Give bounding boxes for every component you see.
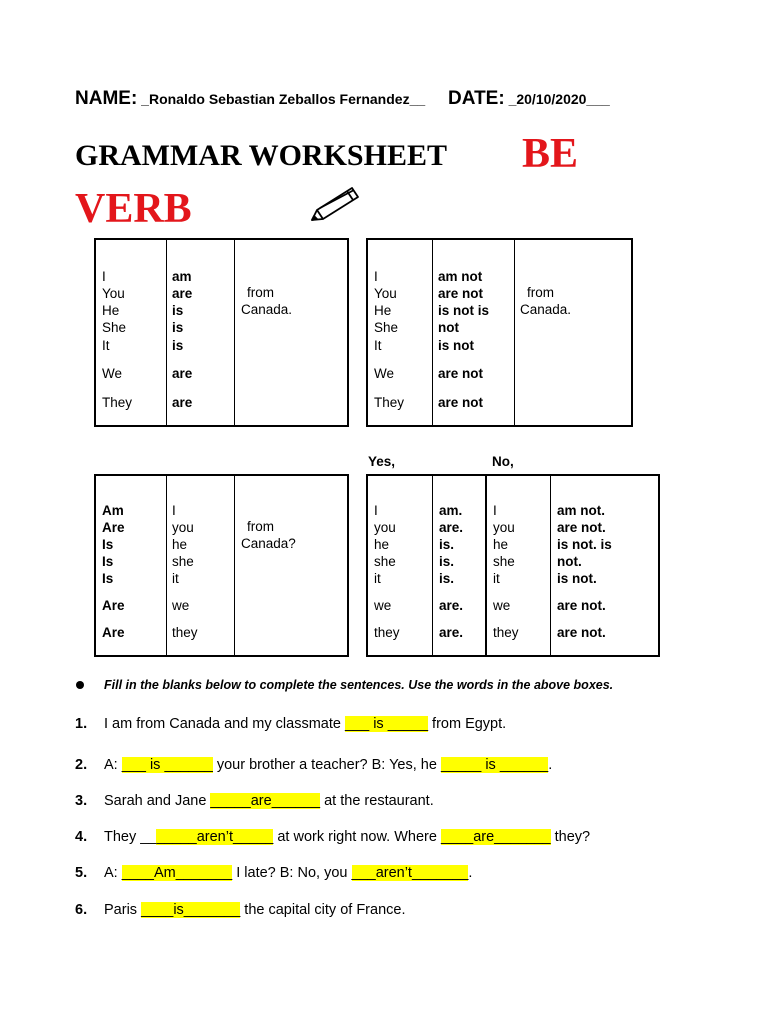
pronoun: it	[374, 571, 381, 586]
title-verb: VERB	[75, 186, 192, 232]
question-number: 2.	[75, 757, 88, 773]
question-item	[75, 716, 506, 732]
complement: Canada?	[241, 536, 296, 551]
header-line	[75, 88, 610, 110]
table-negative	[366, 238, 633, 427]
pronoun: she	[493, 554, 515, 569]
title-be: BE	[522, 131, 579, 177]
pronoun: She	[374, 320, 399, 335]
question-text: .	[548, 757, 553, 773]
question-text: .	[468, 865, 473, 881]
verb: is.	[439, 537, 455, 552]
verb: are	[172, 286, 193, 301]
table-questions	[94, 474, 349, 657]
pronoun: she	[374, 554, 396, 569]
pronoun: It	[102, 338, 110, 353]
pronoun: they	[172, 625, 198, 640]
date-value: _20/10/2020___	[504, 91, 610, 107]
pronoun: he	[493, 537, 509, 552]
answer-blank[interactable]: _____are______	[210, 793, 321, 809]
question-number: 3.	[75, 793, 88, 809]
pronoun: you	[493, 520, 515, 535]
question-text: I am from Canada and my classmate	[104, 716, 345, 732]
verb: are not.	[557, 598, 606, 613]
verb: is	[172, 338, 184, 353]
page-title: GRAMMAR WORKSHEET	[75, 139, 447, 172]
pronoun: They	[374, 395, 405, 410]
pronoun: It	[374, 338, 382, 353]
answer-blank[interactable]: ____is_______	[141, 902, 241, 918]
pronoun: I	[102, 269, 106, 284]
question-item	[75, 793, 434, 809]
verb: are	[172, 395, 193, 410]
complement: Canada.	[520, 302, 572, 317]
pronoun: it	[493, 571, 500, 586]
verb: is not is	[438, 303, 490, 318]
verb: are not	[438, 366, 484, 381]
pronoun: they	[493, 625, 519, 640]
pronoun: you	[374, 520, 396, 535]
answer-blank[interactable]: ___aren’t_______	[351, 865, 469, 881]
complement: from	[247, 519, 274, 534]
verb: not	[438, 320, 459, 335]
verb: is.	[439, 571, 455, 586]
pronoun: She	[102, 320, 127, 335]
verb: am not.	[557, 503, 606, 518]
pronoun: You	[374, 286, 397, 301]
pronoun: they	[374, 625, 400, 640]
question-text: the capital city of France.	[240, 902, 406, 918]
verb: Is	[102, 554, 114, 569]
pronoun: I	[374, 269, 378, 284]
answer-blank[interactable]: ____Am_______	[121, 865, 233, 881]
verb: Is	[102, 537, 114, 552]
answer-blank[interactable]: ___ is ______	[121, 757, 213, 773]
verb: are.	[439, 520, 464, 535]
verb: are.	[439, 625, 464, 640]
verb: are not	[438, 395, 484, 410]
question-text: Paris	[104, 902, 142, 918]
pronoun: We	[374, 366, 395, 381]
complement: from	[527, 285, 554, 300]
complement: Canada.	[241, 302, 293, 317]
question-text: A:	[104, 865, 122, 881]
question-number: 5.	[75, 865, 88, 881]
date-label: DATE:	[448, 88, 505, 109]
table-short-answers	[366, 474, 660, 657]
verb: am	[172, 269, 192, 284]
pronoun: we	[172, 598, 190, 613]
verb: is	[172, 303, 184, 318]
instruction-text: Fill in the blanks below to complete the sentences. Use the words in the above boxes.	[104, 678, 614, 692]
question-text: A:	[104, 757, 122, 773]
pronoun: I	[493, 503, 497, 518]
pronoun: it	[172, 571, 179, 586]
verb: am.	[439, 503, 463, 518]
verb: Are	[102, 598, 125, 613]
pronoun: He	[102, 303, 120, 318]
answer-blank[interactable]: ___ is _____	[344, 716, 429, 732]
question-text: your brother a teacher? B: Yes, he	[212, 757, 441, 773]
name-label: NAME:	[75, 88, 138, 109]
question-item	[75, 902, 405, 918]
pronoun: They	[102, 395, 133, 410]
answer-blank[interactable]: _____ is ______	[440, 757, 549, 773]
verb: is not	[438, 338, 474, 353]
verb: are not.	[557, 520, 606, 535]
question-number: 4.	[75, 829, 88, 845]
question-number: 6.	[75, 902, 88, 918]
verb: are.	[439, 598, 464, 613]
answer-blank[interactable]: _____aren’t_____	[156, 829, 274, 845]
verb: is.	[439, 554, 455, 569]
answer-blank[interactable]: ____are_______	[440, 829, 551, 845]
pronoun: I	[172, 503, 176, 518]
pronoun: she	[172, 554, 194, 569]
verb: Is	[102, 571, 114, 586]
question-text: at work right now. Where	[273, 829, 441, 845]
verb: Are	[102, 625, 125, 640]
verb: am not	[438, 269, 483, 284]
verb: are	[172, 366, 193, 381]
complement: from	[247, 285, 274, 300]
question-item	[75, 865, 472, 881]
question-item	[75, 757, 552, 773]
pronoun: You	[102, 286, 125, 301]
question-item	[75, 829, 590, 845]
question-text: I late? B: No, you	[232, 865, 352, 881]
verb: Are	[102, 520, 125, 535]
bullet-icon	[76, 681, 84, 689]
no-label: No,	[492, 454, 514, 469]
name-value: _Ronaldo Sebastian Zeballos Fernandez__	[137, 91, 426, 107]
pronoun: you	[172, 520, 194, 535]
pronoun: He	[374, 303, 392, 318]
verb: is	[172, 320, 184, 335]
question-text: at the restaurant.	[320, 793, 434, 809]
question-text: they?	[550, 829, 591, 845]
question-text: from Egypt.	[428, 716, 507, 732]
pronoun: we	[374, 598, 392, 613]
pronoun: I	[374, 503, 378, 518]
pencil-icon	[308, 182, 364, 226]
verb: not.	[557, 554, 582, 569]
pronoun: he	[172, 537, 188, 552]
verb: is not. is	[557, 537, 612, 552]
table-affirmative	[94, 238, 349, 427]
yes-label: Yes,	[368, 454, 396, 469]
verb: is not.	[557, 571, 597, 586]
pronoun: he	[374, 537, 390, 552]
question-text: Sarah and Jane	[104, 793, 211, 809]
verb: Am	[102, 503, 124, 518]
question-text: They __	[104, 829, 157, 845]
verb: are not	[438, 286, 484, 301]
pronoun: We	[102, 366, 123, 381]
question-number: 1.	[75, 716, 88, 732]
verb: are not.	[557, 625, 606, 640]
pronoun: we	[493, 598, 511, 613]
